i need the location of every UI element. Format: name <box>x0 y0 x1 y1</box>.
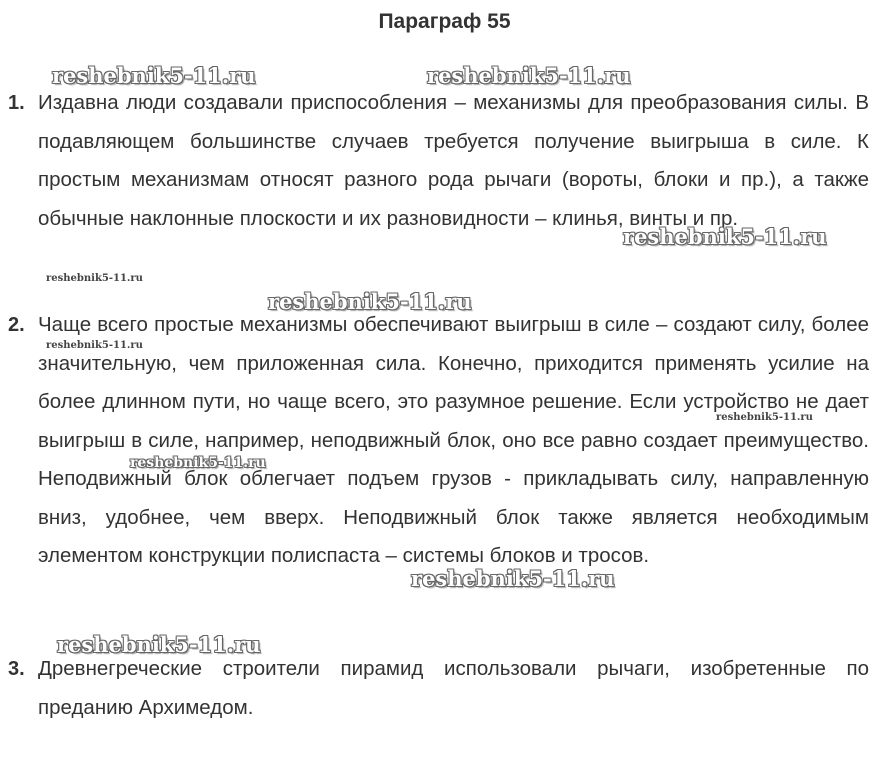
answer-text: Чаще всего простые механизмы обеспечивают выигрыш в силе – создают силу, более значительную, чем приложенная сила. Конечно, приходится применять усилие на более длинном пути, но чаще всего, это разумное решение. Если устройство не дает выигрыш в силе, например, неподвижный блок, оно все равно создает преимущество. Неподвижный блок облегчает подъем грузов - прикладывать силу, направленную вниз, удобнее, чем вверх. Неподвижный блок также является необходимым элементом конструкции полиспаста – системы блоков и тросов. <box>38 313 869 567</box>
watermark: reshebnik5-11.ru <box>52 63 256 88</box>
watermark: reshebnik5-11.ru <box>268 289 472 314</box>
answer-number: 1. <box>8 92 25 114</box>
answer-number: 3. <box>8 658 25 680</box>
answer-number: 2. <box>8 314 25 336</box>
watermark: reshebnik5-11.ru <box>46 340 143 351</box>
watermark: reshebnik5-11.ru <box>57 632 261 657</box>
watermark: reshebnik5-11.ru <box>46 273 143 284</box>
watermark: reshebnik5-11.ru <box>716 412 813 423</box>
watermark: reshebnik5-11.ru <box>411 566 615 591</box>
watermark: reshebnik5-11.ru <box>427 63 631 88</box>
watermark: reshebnik5-11.ru <box>130 455 266 471</box>
watermark: reshebnik5-11.ru <box>623 224 827 249</box>
answer-text: Древнегреческие строители пирамид использовали рычаги, изобретенные по преданию Архимедом. <box>38 657 869 719</box>
page-title: Параграф 55 <box>378 10 511 33</box>
answer-text: Издавна люди создавали приспособления – механизмы для преобразования силы. В подавляющем большинстве случаев требуется получение выигрыша в силе. К простым механизмам относят разного рода рычаги (вороты, блоки и пр.), а также обычные наклонные плоскости и их разновидности – клинья, винты и пр. <box>38 91 869 230</box>
